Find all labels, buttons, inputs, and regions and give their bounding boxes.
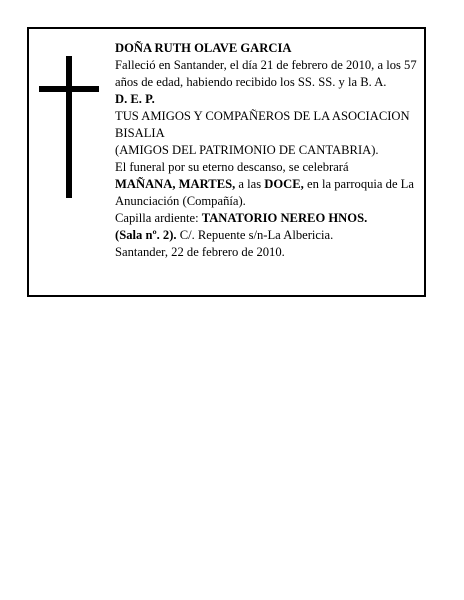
chapel-room: (Sala nº. 2). — [115, 228, 177, 242]
funeral-paragraph — [115, 159, 423, 210]
chapel-label: Capilla ardiente: — [115, 211, 202, 225]
chapel-paragraph — [115, 210, 423, 244]
cross-horizontal-bar — [39, 86, 99, 92]
chapel-address: C/. Repuente s/n-La Albericia. — [176, 228, 334, 242]
death-statement: Falleció en Santander, el día 21 de febrero de 2010, a los 57 años de edad, habiendo recibido los SS. SS. y la B. A. — [115, 58, 417, 89]
funeral-day: MAÑANA, MARTES, — [115, 177, 236, 191]
notice-text — [115, 40, 423, 261]
place-date: Santander, 22 de febrero de 2010. — [115, 245, 285, 259]
funeral-intro: El funeral por su eterno descanso, se celebrará — [115, 160, 349, 174]
dep-line: D. E. P. — [115, 92, 155, 106]
cross-vertical-bar — [66, 56, 72, 198]
deceased-name: DOÑA RUTH OLAVE GARCIA — [115, 41, 292, 55]
funeral-time: DOCE, — [264, 177, 304, 191]
latin-cross-icon — [39, 56, 99, 198]
funeral-place: en la parroquia de La Anunciación (Compañía). — [115, 177, 414, 208]
funeral-at: a las — [235, 177, 265, 191]
mourners-subline: (AMIGOS DEL PATRIMONIO DE CANTABRIA). — [115, 143, 379, 157]
mourners-line: TUS AMIGOS Y COMPAÑEROS DE LA ASOCIACION BISALIA — [115, 109, 410, 140]
chapel-name: TANATORIO NEREO HNOS. — [201, 211, 368, 225]
obituary-notice — [27, 27, 426, 297]
